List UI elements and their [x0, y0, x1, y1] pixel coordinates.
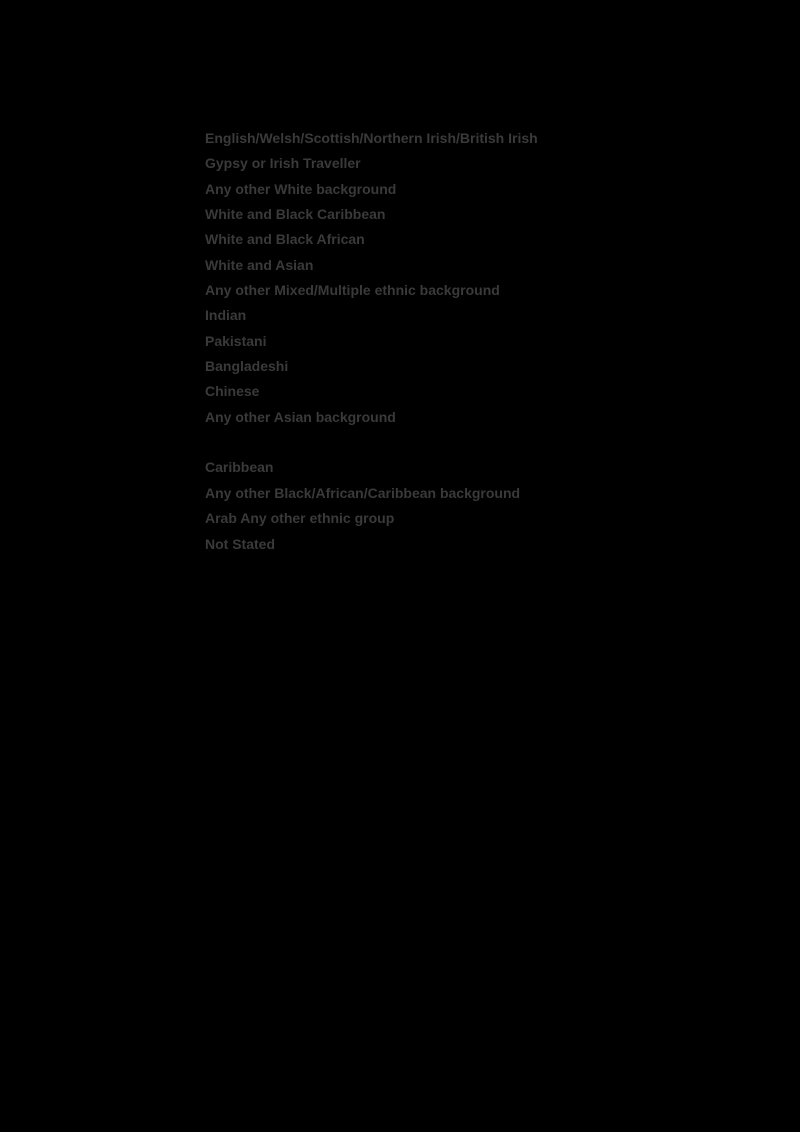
list-item: Any other Asian background — [205, 408, 396, 425]
ethnicity-list — [205, 126, 538, 557]
list-item: White and Asian — [205, 256, 314, 273]
list-item: White and Black Caribbean — [205, 206, 386, 223]
list-item: Bangladeshi — [205, 358, 289, 375]
list-item: Indian — [205, 307, 247, 324]
list-item: Any other White background — [205, 180, 397, 197]
list-item: Pakistani — [205, 332, 267, 349]
list-item: Chinese — [205, 383, 260, 400]
list-spacer — [205, 430, 538, 455]
list-item: Any other Black/African/Caribbean background — [205, 484, 521, 501]
list-item: White and Black African — [205, 231, 365, 248]
list-item: English/Welsh/Scottish/Northern Irish/British Irish — [205, 130, 538, 146]
list-item: Caribbean — [205, 459, 274, 476]
list-item: Any other Mixed/Multiple ethnic background — [205, 282, 500, 299]
list-item: Gypsy or Irish Traveller — [205, 155, 361, 172]
list-item: Not Stated — [205, 535, 275, 552]
list-item: Arab Any other ethnic group — [205, 510, 395, 527]
